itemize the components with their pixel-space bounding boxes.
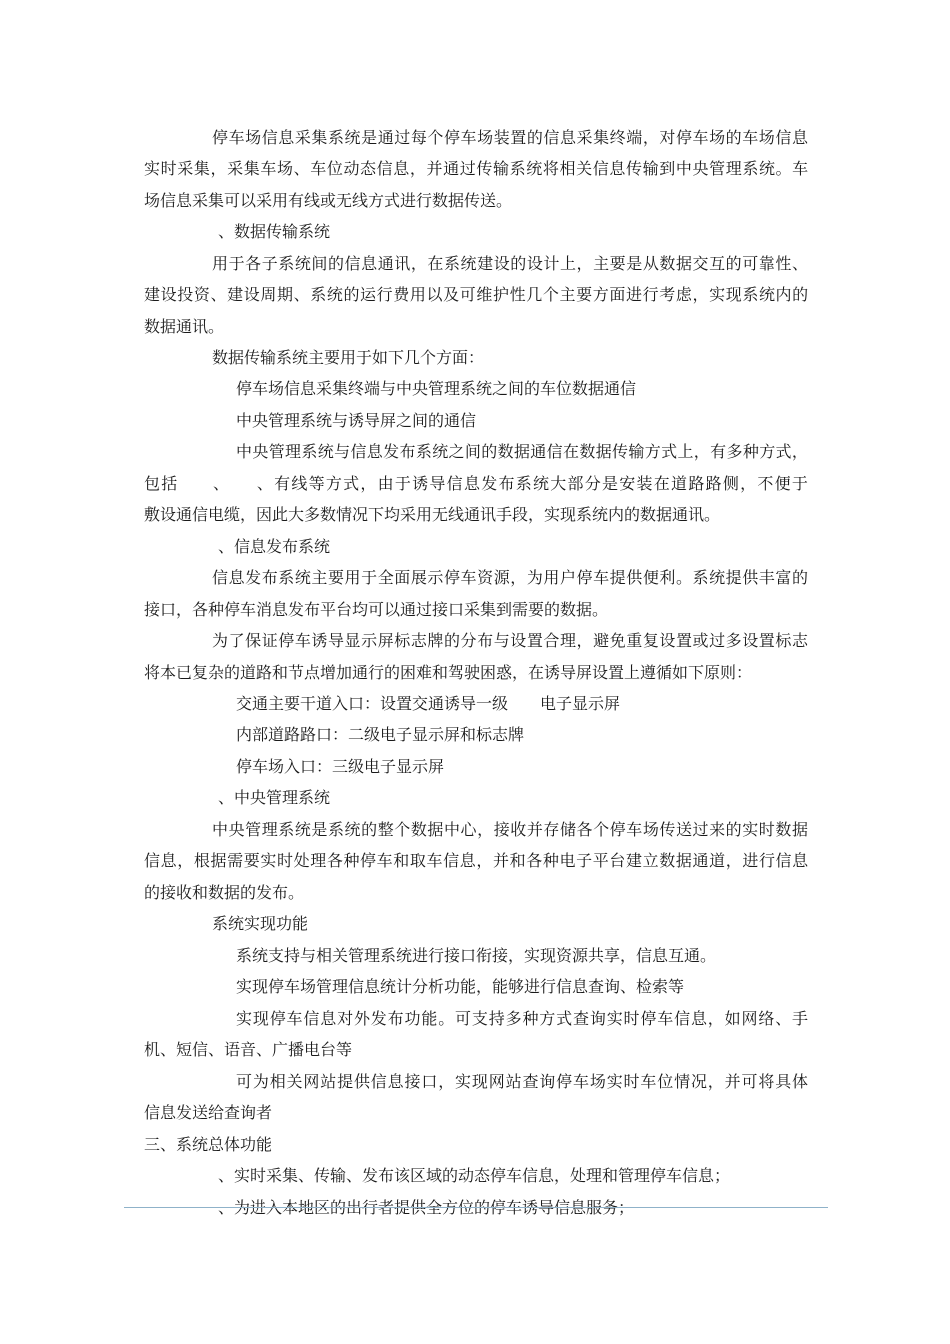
text-line-19: 交通主要干道入口：设置交通诱导一级 电子显示屏 <box>236 694 621 713</box>
text-line-2: 实时采集，采集车场、车位动态信息，并通过传输系统将相关信息传输到中央管理系统。车 <box>144 159 809 178</box>
text-line-14: 、信息发布系统 <box>218 537 331 556</box>
text-line-35: 、为进入本地区的出行者提供全方位的停车诱导信息服务； <box>218 1198 635 1217</box>
text-line-28: 实现停车场管理信息统计分析功能，能够进行信息查询、检索等 <box>236 977 685 996</box>
text-line-12: 包括 、 、有线等方式，由于诱导信息发布系统大部分是安装在道路路侧，不便于 <box>144 474 810 493</box>
text-line-3: 场信息采集可以采用有线或无线方式进行数据传送。 <box>144 191 513 210</box>
text-line-25: 的接收和数据的发布。 <box>144 883 305 902</box>
text-line-13: 敷设通信电缆，因此大多数情况下均采用无线通讯手段，实现系统内的数据通讯。 <box>144 505 721 524</box>
text-line-18: 将本已复杂的道路和节点增加通行的困难和驾驶困惑，在诱导屏设置上遵循如下原则： <box>144 663 753 682</box>
text-line-32: 信息发送给查询者 <box>144 1103 273 1122</box>
text-line-22: 、中央管理系统 <box>218 788 331 807</box>
text-line-16: 接口，各种停车消息发布平台均可以通过接口采集到需要的数据。 <box>144 600 609 619</box>
text-line-31: 可为相关网站提供信息接口，实现网站查询停车场实时车位情况，并可将具体 <box>236 1072 809 1091</box>
text-line-24: 信息，根据需要实时处理各种停车和取车信息，并和各种电子平台建立数据通道，进行信息 <box>144 851 809 870</box>
text-line-8: 数据传输系统主要用于如下几个方面： <box>212 348 485 367</box>
text-line-17: 为了保证停车诱导显示屏标志牌的分布与设置合理，避免重复设置或过多设置标志 <box>212 631 809 650</box>
text-line-21: 停车场入口：三级电子显示屏 <box>236 757 445 776</box>
text-line-34: 、实时采集、传输、发布该区域的动态停车信息，处理和管理停车信息； <box>218 1166 731 1185</box>
text-line-11: 中央管理系统与信息发布系统之间的数据通信在数据传输方式上，有多种方式， <box>236 442 809 461</box>
text-line-5: 用于各子系统间的信息通讯，在系统建设的设计上，主要是从数据交互的可靠性、 <box>212 254 809 273</box>
text-line-10: 中央管理系统与诱导屏之间的通信 <box>236 411 477 430</box>
footer-divider <box>124 1207 828 1208</box>
text-line-29: 实现停车信息对外发布功能。可支持多种方式查询实时停车信息，如网络、手 <box>236 1009 809 1028</box>
text-line-26: 系统实现功能 <box>212 914 309 933</box>
text-line-27: 系统支持与相关管理系统进行接口衔接，实现资源共享，信息互通。 <box>236 946 717 965</box>
text-line-15: 信息发布系统主要用于全面展示停车资源，为用户停车提供便利。系统提供丰富的 <box>212 568 809 587</box>
text-line-1: 停车场信息采集系统是通过每个停车场装置的信息采集终端，对停车场的车场信息 <box>212 128 809 147</box>
text-line-33: 三、系统总体功能 <box>144 1135 273 1154</box>
text-line-23: 中央管理系统是系统的整个数据中心，接收并存储各个停车场传送过来的实时数据 <box>212 820 809 839</box>
text-line-4: 、数据传输系统 <box>218 222 331 241</box>
text-line-6: 建设投资、建设周期、系统的运行费用以及可维护性几个主要方面进行考虑，实现系统内的 <box>144 285 809 304</box>
text-line-20: 内部道路路口：二级电子显示屏和标志牌 <box>236 725 525 744</box>
text-line-30: 机、短信、语音、广播电台等 <box>144 1040 353 1059</box>
text-line-7: 数据通讯。 <box>144 317 225 336</box>
text-line-9: 停车场信息采集终端与中央管理系统之间的车位数据通信 <box>236 379 637 398</box>
